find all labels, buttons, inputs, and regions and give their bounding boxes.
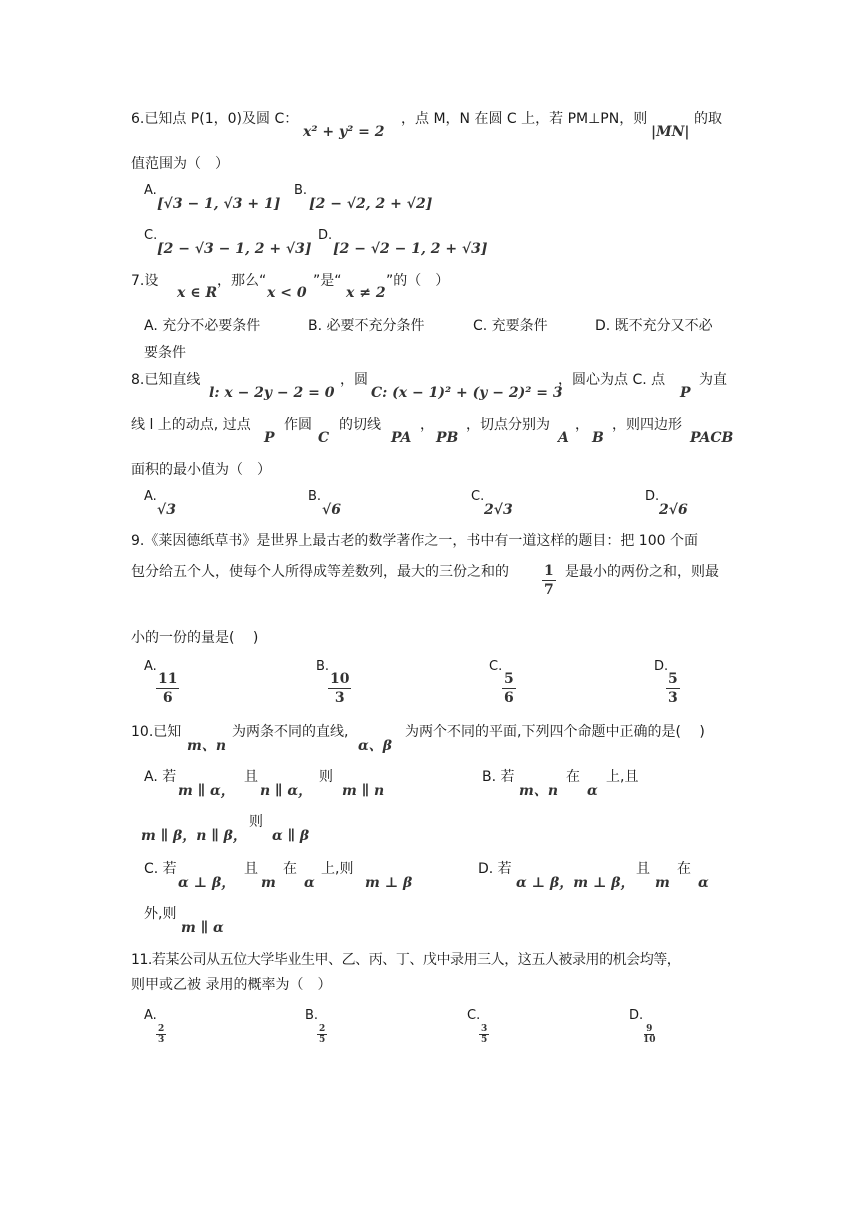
q7-option-a: A. 充分不必要条件 <box>144 318 261 334</box>
q9-option-a-label: A. <box>144 659 157 674</box>
q10-c-e3: α <box>304 875 315 891</box>
q8-stem-c: ，圆心为点 C. 点 <box>558 372 666 388</box>
q8-line2-a: 线 l 上的动点, 过点 <box>131 417 251 433</box>
q10-a-t2: 则 <box>319 769 333 785</box>
q10-d-label: D. 若 <box>478 861 512 877</box>
q9-option-c-label: C. <box>489 659 503 674</box>
q8-point-p: P <box>680 385 691 401</box>
q11-option-c-den: 5 <box>481 1035 488 1045</box>
q8-comma-1: ， <box>420 417 434 433</box>
q8-line3: 面积的最小值为（ ） <box>131 462 271 478</box>
q10-b-e4: α ∥ β <box>272 828 310 844</box>
q8-option-a: √3 <box>157 502 176 518</box>
q6-option-d: [2 − √2 − 1, 2 + √3] <box>333 241 488 257</box>
q10-c-e4: m ⊥ β <box>365 875 413 891</box>
q6-option-c-label: C. <box>144 228 158 243</box>
q9-option-a-den: 6 <box>162 690 173 706</box>
q7-x-in-r: x ∈ R <box>177 285 218 301</box>
q9-fraction-one-seventh <box>542 562 556 599</box>
q6-circle-equation: x² + y² = 2 <box>303 124 385 140</box>
q7-x-lt-0: x < 0 <box>267 285 307 301</box>
q10-a-label: A. 若 <box>144 769 177 785</box>
q10-b-t1: 在 <box>566 769 580 785</box>
q9-option-c-num: 5 <box>504 671 514 687</box>
q6-option-b: [2 − √2, 2 + √2] <box>309 196 433 212</box>
q10-d-e2: m <box>655 875 670 891</box>
q11-option-c-label: C. <box>467 1008 481 1023</box>
q9-option-d-label: D. <box>654 659 669 674</box>
q6-stem-b: ，点 M，N 在圆 C 上，若 PM⊥PN，则 <box>401 111 648 127</box>
q6-mn-abs: |MN| <box>651 124 690 140</box>
q10-b-e1: m、n <box>519 783 558 799</box>
q9-option-b <box>328 670 351 707</box>
q9-option-c-den: 6 <box>504 690 514 706</box>
q6-stem-c: 的取 <box>694 111 722 127</box>
q11-option-a-label: A. <box>144 1008 157 1023</box>
q10-a-e1: m ∥ α， <box>178 783 235 799</box>
q8-line-equation: l: x − 2y − 2 = 0 <box>209 385 335 401</box>
q11-option-d-num: 9 <box>646 1024 653 1034</box>
q10-d-e3: α <box>698 875 709 891</box>
q7-option-d-cont: 要条件 <box>144 345 186 361</box>
q10-c-t2: 在 <box>283 861 297 877</box>
q7-stem-a: 7.设 <box>131 273 159 289</box>
q9-line1: 9.《莱因德纸草书》是世界上最古老的数学著作之一，书中有一道这样的题目：把 100 个面 <box>131 533 698 549</box>
q8-circle-equation: C: (x − 1)² + (y − 2)² = 3 <box>371 385 563 401</box>
q9-option-b-den: 3 <box>334 690 345 706</box>
q9-option-b-label: B. <box>316 659 330 674</box>
q8-point-a: A <box>558 430 569 446</box>
q10-a-e3: m ∥ n <box>342 783 385 799</box>
q9-option-d <box>666 670 680 707</box>
q8-option-a-label: A. <box>144 489 157 504</box>
q11-option-a-num: 2 <box>158 1024 165 1034</box>
q8-line2-b: 作圆 <box>284 417 312 433</box>
q11-option-b <box>317 1024 327 1045</box>
q10-lines-mn: m、n <box>187 738 226 754</box>
q8-option-c: 2√3 <box>484 502 513 518</box>
q7-option-b: B. 必要不充分条件 <box>308 318 425 334</box>
q9-fraction-denominator: 7 <box>544 582 554 598</box>
q10-c-e1: α ⊥ β， <box>178 875 236 891</box>
q11-option-b-label: B. <box>305 1008 319 1023</box>
q8-tangent-pa: PA <box>391 430 412 446</box>
q11-option-d-label: D. <box>629 1008 644 1023</box>
q10-c-e2: m <box>261 875 276 891</box>
q8-comma-2: ， <box>575 417 589 433</box>
q11-option-b-den: 5 <box>319 1035 326 1045</box>
q7-stem-d: ”的（ ） <box>386 273 450 289</box>
q6-option-c: [2 − √3 − 1, 2 + √3] <box>157 241 312 257</box>
q10-a-t1: 且 <box>244 769 258 785</box>
q8-option-c-label: C. <box>471 489 485 504</box>
q8-tangent-pb: PB <box>436 430 459 446</box>
q8-quadrilateral: PACB <box>690 430 734 446</box>
q6-stem-a: 6.已知点 P(1，0)及圆 C： <box>131 111 299 127</box>
q10-b-t3: 则 <box>249 814 263 830</box>
q11-option-d-den: 10 <box>643 1035 656 1045</box>
q11-option-b-num: 2 <box>319 1024 326 1034</box>
q6-option-d-label: D. <box>318 228 333 243</box>
q7-x-ne-2: x ≠ 2 <box>346 285 386 301</box>
q9-option-c <box>502 670 516 707</box>
q10-stem-c: 为两个不同的平面,下列四个命题中正确的是( ) <box>405 724 705 740</box>
q7-stem-c: ”是“ <box>313 273 342 289</box>
q8-stem-d: 为直 <box>699 372 727 388</box>
q10-d-e4: m ∥ α <box>181 920 224 936</box>
q7-option-d: D. 既不充分又不必 <box>595 318 713 334</box>
q8-option-b-label: B. <box>308 489 322 504</box>
q9-fraction-numerator: 1 <box>544 563 554 579</box>
q7-stem-b: ，那么“ <box>217 273 267 289</box>
q8-line2-d: ，切点分别为 <box>466 417 550 433</box>
q10-d-t3: 外,则 <box>144 906 177 922</box>
q10-d-e1: α ⊥ β，m ⊥ β， <box>516 875 635 891</box>
q9-line2-b: 是最小的两份之和，则最 <box>565 564 719 580</box>
q8-point-p2: P <box>264 430 275 446</box>
q10-b-e2: α <box>587 783 598 799</box>
q9-option-b-num: 10 <box>330 671 350 687</box>
q10-b-label: B. 若 <box>482 769 515 785</box>
q8-line2-c: 的切线 <box>339 417 381 433</box>
q8-option-d: 2√6 <box>659 502 688 518</box>
q11-line1: 11.若某公司从五位大学毕业生甲、乙、丙、丁、戊中录用三人，这五人被录用的机会均等， <box>131 952 681 968</box>
q6-option-b-label: B. <box>294 183 308 198</box>
q11-option-a-den: 3 <box>158 1035 165 1045</box>
q6-stem-line2: 值范围为（ ） <box>131 156 229 172</box>
q11-option-c <box>479 1024 489 1045</box>
q10-b-t2: 上,且 <box>606 769 639 785</box>
q11-option-c-num: 3 <box>481 1024 488 1034</box>
q10-stem-a: 10.已知 <box>131 724 182 740</box>
q9-line3: 小的一份的量是( ) <box>131 630 259 646</box>
q9-option-a <box>156 670 179 707</box>
q10-c-t3: 上,则 <box>321 861 354 877</box>
q9-option-a-num: 11 <box>158 671 178 687</box>
q11-line2: 则甲或乙被 录用的概率为（ ） <box>131 977 332 993</box>
q10-planes: α、β <box>358 738 393 754</box>
q8-point-b: B <box>592 430 604 446</box>
q11-option-a <box>156 1024 166 1045</box>
q9-option-d-den: 3 <box>668 690 678 706</box>
q10-stem-b: 为两条不同的直线, <box>232 724 349 740</box>
q10-a-e2: n ∥ α， <box>260 783 313 799</box>
q10-b-e3: m ∥ β，n ∥ β， <box>141 828 247 844</box>
q6-option-a: [√3 − 1, √3 + 1] <box>157 196 281 212</box>
q8-stem-b: ，圆 <box>340 372 368 388</box>
q8-circle-c: C <box>318 430 330 446</box>
q10-d-t1: 且 <box>636 861 650 877</box>
q7-option-c: C. 充要条件 <box>473 318 548 334</box>
q11-option-d <box>643 1024 656 1045</box>
q9-line2-a: 包分给五个人，使每个人所得成等差数列，最大的三份之和的 <box>131 564 509 580</box>
q9-option-d-num: 5 <box>668 671 678 687</box>
q10-d-t2: 在 <box>677 861 691 877</box>
q10-c-label: C. 若 <box>144 861 177 877</box>
q8-line2-e: ，则四边形 <box>612 417 682 433</box>
q8-option-b: √6 <box>322 502 341 518</box>
q8-option-d-label: D. <box>645 489 660 504</box>
q6-option-a-label: A. <box>144 183 157 198</box>
q8-stem-a: 8.已知直线 <box>131 372 201 388</box>
q10-c-t1: 且 <box>244 861 258 877</box>
